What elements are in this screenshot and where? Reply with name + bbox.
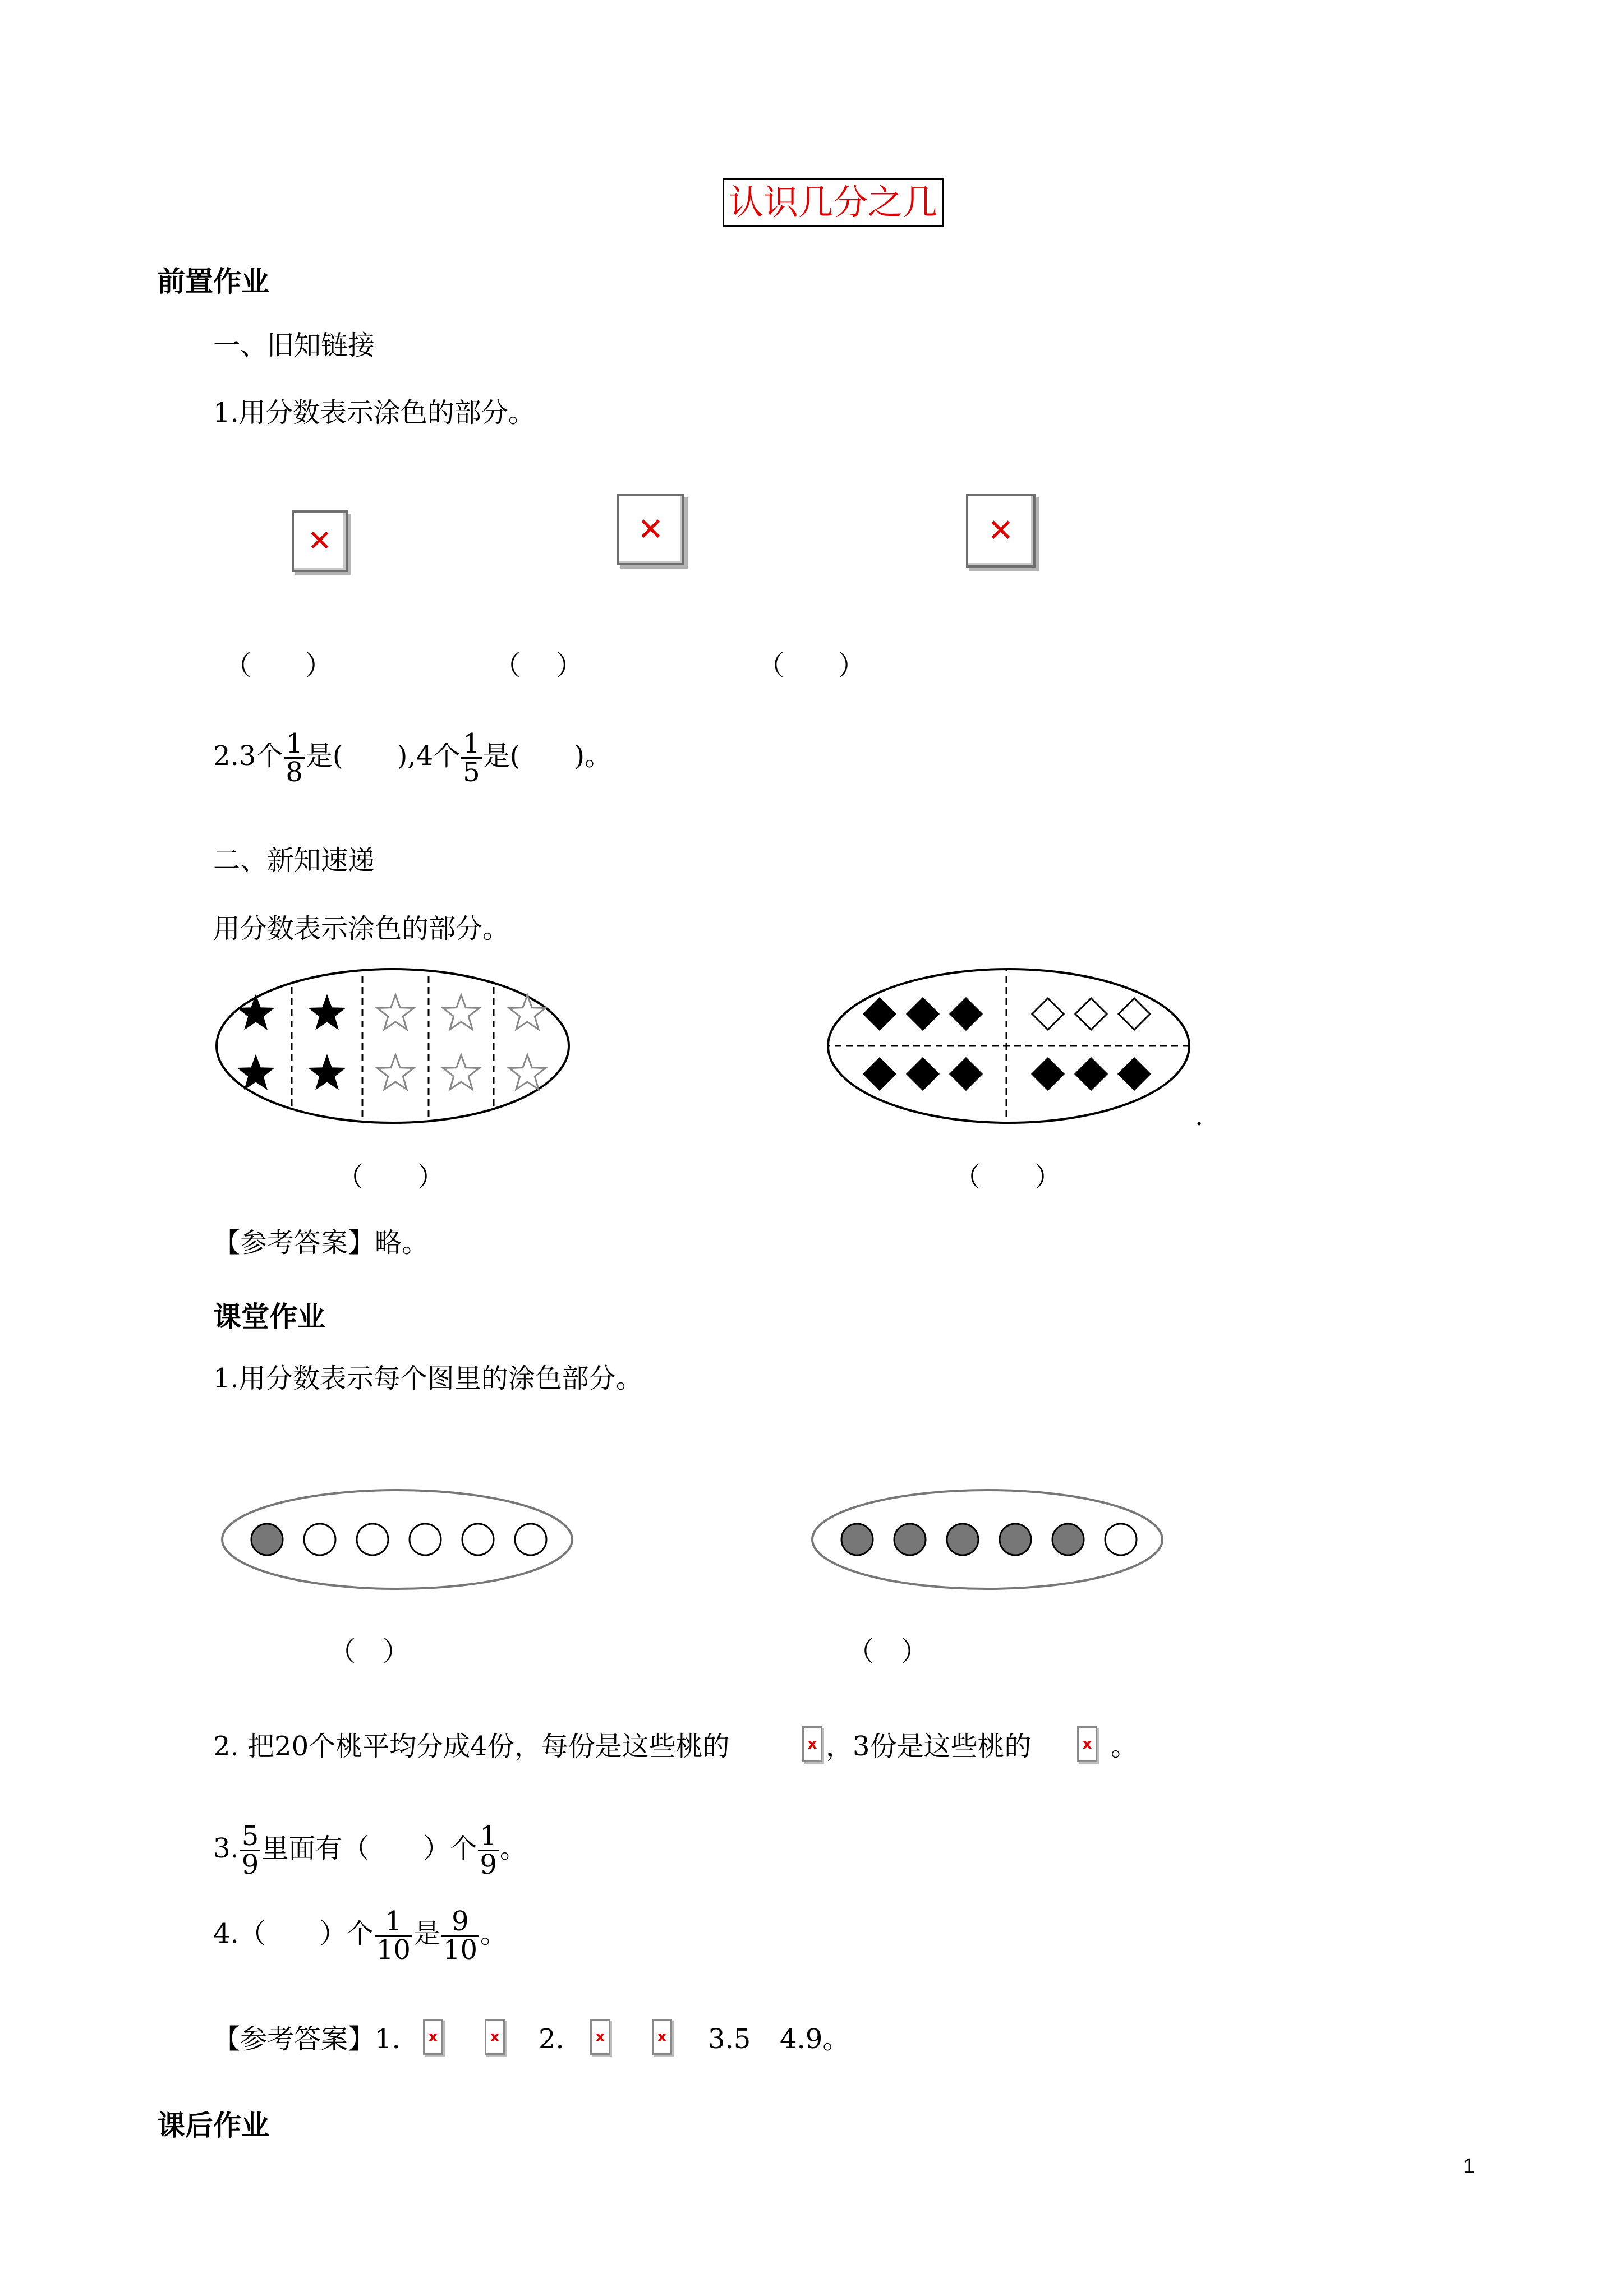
shaded-circle [1052, 1524, 1084, 1555]
stray-dot: . [1195, 1100, 1204, 1132]
star-ellipse-figure [213, 965, 572, 1127]
numerator: 1 [284, 730, 305, 759]
part1-heading: 一、旧知链接 [213, 330, 375, 361]
circle-ellipse-figure-right [808, 1486, 1167, 1593]
class-question-2-part-b: ，3份是这些桃的 [826, 1731, 1032, 1762]
hollow-star [378, 1055, 414, 1090]
hollow-diamond [1119, 998, 1150, 1030]
filled-diamond [950, 998, 982, 1030]
empty-circle [462, 1524, 494, 1555]
class-answer-item-4: 4.9。 [780, 2023, 850, 2055]
answer-blank: （ ） [337, 1161, 445, 1193]
filled-diamond [907, 998, 938, 1030]
fraction [240, 1820, 261, 1880]
broken-image-icon: x [802, 1726, 822, 1762]
page-number: 1 [1463, 2155, 1475, 2178]
broken-image-icon: x [590, 2019, 610, 2055]
denominator: 9 [480, 1849, 497, 1880]
empty-circle [515, 1524, 546, 1555]
numerator: 1 [375, 1908, 412, 1937]
question-2-text [213, 730, 611, 786]
q2-mid: 是( ),4个 [305, 740, 461, 772]
numerator: 5 [240, 1823, 261, 1851]
class-question-4 [213, 1906, 507, 1966]
broken-image-icon: x [485, 2019, 505, 2055]
section-heading-class-homework: 课堂作业 [213, 1301, 325, 1333]
question-1-text: 1.用分数表示涂色的部分。 [213, 397, 535, 428]
fraction [461, 730, 482, 786]
empty-circle [1105, 1524, 1137, 1555]
diamond-ellipse-figure [823, 965, 1194, 1127]
fraction [375, 1906, 412, 1966]
q4-suffix: 。 [480, 1918, 507, 1949]
shaded-circle [894, 1524, 926, 1555]
hollow-star [443, 1055, 480, 1090]
hollow-diamond [1032, 998, 1064, 1030]
filled-star [309, 995, 346, 1030]
circle-ellipse-figure-left [218, 1486, 577, 1593]
class-question-1: 1.用分数表示每个图里的涂色部分。 [213, 1363, 643, 1394]
filled-diamond [1032, 1058, 1064, 1090]
class-question-2-part-a: 2. 把20个桃平均分成4份，每份是这些桃的 [213, 1731, 730, 1762]
broken-image-icon: x [423, 2019, 443, 2055]
shaded-circle [947, 1524, 978, 1555]
page-title: 认识几分之几 [723, 178, 944, 227]
stars [238, 995, 546, 1090]
answer-blank: （ ） [329, 1636, 410, 1667]
hollow-diamond [1075, 998, 1107, 1030]
filled-diamond [950, 1058, 982, 1090]
denominator: 10 [443, 1934, 477, 1966]
q2-prefix: 2.3个 [213, 740, 283, 772]
answer-blank: （ ） [847, 1636, 928, 1667]
filled-diamond [864, 1058, 895, 1090]
circles [841, 1524, 1137, 1555]
answer-blank: （ ） [757, 650, 866, 681]
q4-mid: 是 [413, 1918, 440, 1949]
filled-diamond [1119, 1058, 1150, 1090]
denominator: 8 [286, 757, 303, 788]
section-heading-pre-homework: 前置作业 [157, 265, 269, 298]
answer-blank: （ ） [494, 650, 583, 681]
class-question-3 [213, 1820, 527, 1880]
hollow-star [378, 995, 414, 1030]
filled-star [309, 1055, 346, 1090]
class-answer-item-2: 2. [539, 2023, 564, 2055]
filled-diamond [907, 1058, 938, 1090]
part2-instruction: 用分数表示涂色的部分。 [213, 913, 510, 944]
fraction [284, 730, 305, 786]
class-question-2-part-c: 。 [1111, 1731, 1138, 1762]
filled-diamond [864, 998, 895, 1030]
shaded-circle [1000, 1524, 1031, 1555]
broken-image-icon: ✕ [617, 494, 684, 565]
q3-suffix: 。 [499, 1833, 527, 1864]
empty-circle [410, 1524, 441, 1555]
broken-image-icon: x [652, 2019, 672, 2055]
answer-blank: （ ） [954, 1161, 1062, 1193]
class-answer-item-3: 3.5 [708, 2023, 751, 2055]
filled-diamond [1075, 1058, 1107, 1090]
q3-mid: 里面有（ ）个 [261, 1833, 477, 1864]
reference-answer: 【参考答案】略。 [213, 1227, 429, 1258]
q2-suffix: 是( )。 [482, 740, 612, 772]
empty-circle [304, 1524, 335, 1555]
hollow-star [509, 1055, 546, 1090]
shaded-circle [251, 1524, 283, 1555]
q3-prefix: 3. [213, 1833, 239, 1864]
filled-star [238, 995, 274, 1030]
denominator: 10 [376, 1934, 411, 1966]
numerator: 9 [441, 1908, 479, 1937]
circles [251, 1524, 546, 1555]
numerator: 1 [461, 730, 482, 759]
answer-blank: （ ） [224, 650, 333, 681]
broken-image-icon: ✕ [966, 494, 1036, 568]
shaded-circle [841, 1524, 873, 1555]
denominator: 9 [241, 1849, 259, 1880]
filled-star [238, 1055, 274, 1090]
numerator: 1 [478, 1823, 499, 1851]
section-heading-after-homework: 课后作业 [157, 2109, 269, 2142]
part2-heading: 二、新知速递 [213, 845, 375, 876]
hollow-star [443, 995, 480, 1030]
q4-prefix: 4.（ ）个 [213, 1918, 374, 1949]
fraction [441, 1906, 479, 1966]
broken-image-icon: x [1077, 1726, 1097, 1762]
denominator: 5 [463, 757, 480, 788]
hollow-star [509, 995, 546, 1030]
class-answer-label: 【参考答案】1. [213, 2023, 401, 2055]
broken-image-icon: ✕ [292, 510, 348, 572]
fraction [478, 1820, 499, 1880]
empty-circle [357, 1524, 388, 1555]
